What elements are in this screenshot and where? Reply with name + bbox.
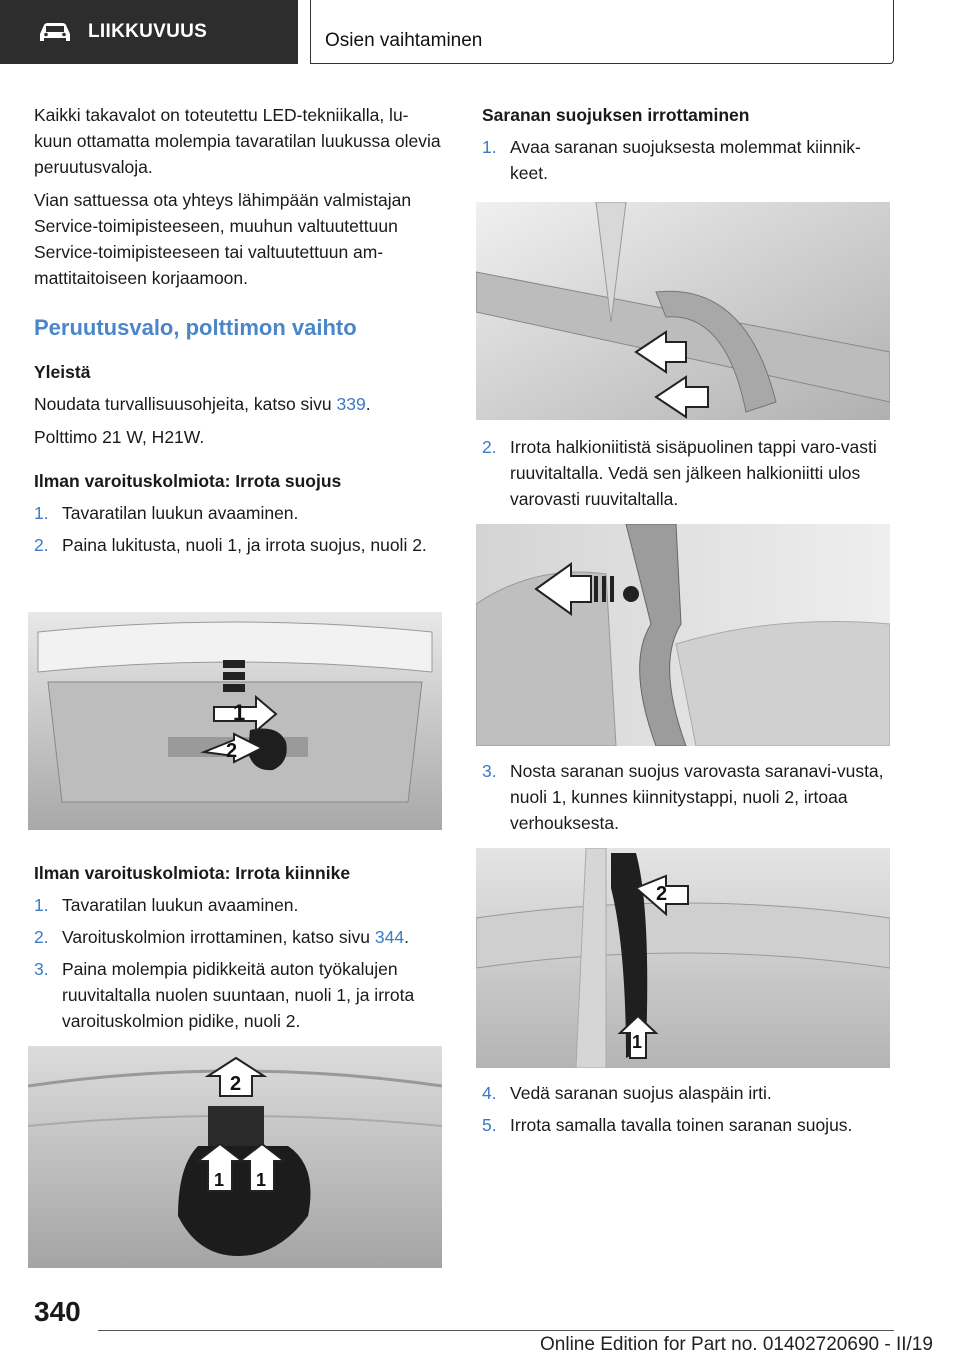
sub2-steps bbox=[34, 892, 444, 1034]
sub2-title: Ilman varoituskolmiota: Irrota kiinnike bbox=[34, 863, 351, 883]
list-item: 3. Paina molempia pidikkeitä auton työkalujen ruuvitaltalla nuolen suuntaan, nuoli 1, ja irrota varoituskolmion pidike, nuoli 2. bbox=[34, 959, 415, 1031]
right-steps-3 bbox=[482, 758, 894, 836]
section-tab bbox=[0, 0, 298, 64]
general-title: Yleistä bbox=[34, 362, 91, 382]
page-number: 340 bbox=[34, 1296, 81, 1327]
subsection-box bbox=[310, 0, 894, 64]
list-item: 2. Paina lukitusta, nuoli 1, ja irrota suojus, nuoli 2. bbox=[34, 535, 427, 555]
subsection-title: Osien vaihtaminen bbox=[325, 30, 483, 51]
list-item: 3. Nosta saranan suojus varovasta saranavi-vusta, nuoli 1, kunnes kiinnitystappi, nuoli 2, irtoaa verhouksesta. bbox=[482, 761, 884, 833]
figure-hinge-cover-lift bbox=[476, 848, 890, 1068]
figure-trunk-cover bbox=[28, 612, 442, 830]
page-link-339[interactable]: 339 bbox=[336, 394, 366, 414]
left-column-lower bbox=[34, 860, 444, 1042]
footer-divider bbox=[98, 1330, 894, 1331]
intro-paragraph-1: Kaikki takavalot on toteutettu LED-tekniikalla, lu-kuun ottamatta molempia tavaratilan luukussa olevia peruutusvaloja. bbox=[34, 105, 441, 177]
car-icon bbox=[36, 20, 74, 44]
footer-edition: Online Edition for Part no. 01402720690 - II/19 bbox=[540, 1334, 933, 1355]
section-heading: Peruutusvalo, polttimon vaihto bbox=[34, 315, 357, 340]
fig1-label-1: 1 bbox=[233, 700, 246, 725]
left-column bbox=[34, 102, 444, 566]
sub1-steps bbox=[34, 500, 444, 558]
right-column-2 bbox=[482, 434, 894, 520]
fig1-label-2: 2 bbox=[226, 740, 238, 762]
right-column-3 bbox=[482, 758, 894, 844]
safety-note: Noudata turvallisuusohjeita, katso sivu 339. bbox=[34, 394, 371, 414]
list-item: 1. Avaa saranan suojuksesta molemmat kiinnik-keet. bbox=[482, 137, 861, 183]
right-title: Saranan suojuksen irrottaminen bbox=[482, 105, 750, 125]
right-column-4 bbox=[482, 1080, 894, 1146]
figure-hinge-pin bbox=[476, 524, 890, 746]
list-item: 2. Varoituskolmion irrottaminen, katso sivu 344. bbox=[34, 927, 409, 947]
list-item: 1. Tavaratilan luukun avaaminen. bbox=[34, 895, 299, 915]
list-item: 5. Irrota samalla tavalla toinen saranan suojus. bbox=[482, 1115, 853, 1135]
fig5-label-1: 1 bbox=[632, 1032, 643, 1052]
sub1-title: Ilman varoituskolmiota: Irrota suojus bbox=[34, 471, 342, 491]
bulb-spec: Polttimo 21 W, H21W. bbox=[34, 427, 205, 447]
list-item: 2. Irrota halkioniitistä sisäpuolinen tappi varo-vasti ruuvitaltalla. Vedä sen jälkeen halkioniitti ulos varovasti ruuvitaltalla. bbox=[482, 437, 877, 509]
list-item: 4. Vedä saranan suojus alaspäin irti. bbox=[482, 1083, 772, 1103]
right-column bbox=[482, 102, 894, 194]
section-title: LIIKKUVUUS bbox=[88, 21, 208, 42]
right-steps-1 bbox=[482, 134, 894, 186]
fig2-label-1a: 1 bbox=[214, 1170, 225, 1190]
fig2-label-2: 2 bbox=[230, 1073, 242, 1095]
right-steps-4 bbox=[482, 1080, 894, 1138]
intro-paragraph-2: Vian sattuessa ota yhteys lähimpään valmistajan Service-toimipisteeseen, muuhun valtuutettuun Service-toimipisteeseen tai valtuutettuun am-mattitaitoiseen korjaamoon. bbox=[34, 190, 412, 288]
list-item: 1. Tavaratilan luukun avaaminen. bbox=[34, 503, 299, 523]
figure-triangle-holder bbox=[28, 1046, 442, 1268]
fig5-label-2: 2 bbox=[656, 883, 668, 905]
right-steps-2 bbox=[482, 434, 894, 512]
figure-hinge-clips bbox=[476, 202, 890, 420]
fig2-label-1b: 1 bbox=[256, 1170, 267, 1190]
page-link-344[interactable]: 344 bbox=[374, 927, 405, 947]
